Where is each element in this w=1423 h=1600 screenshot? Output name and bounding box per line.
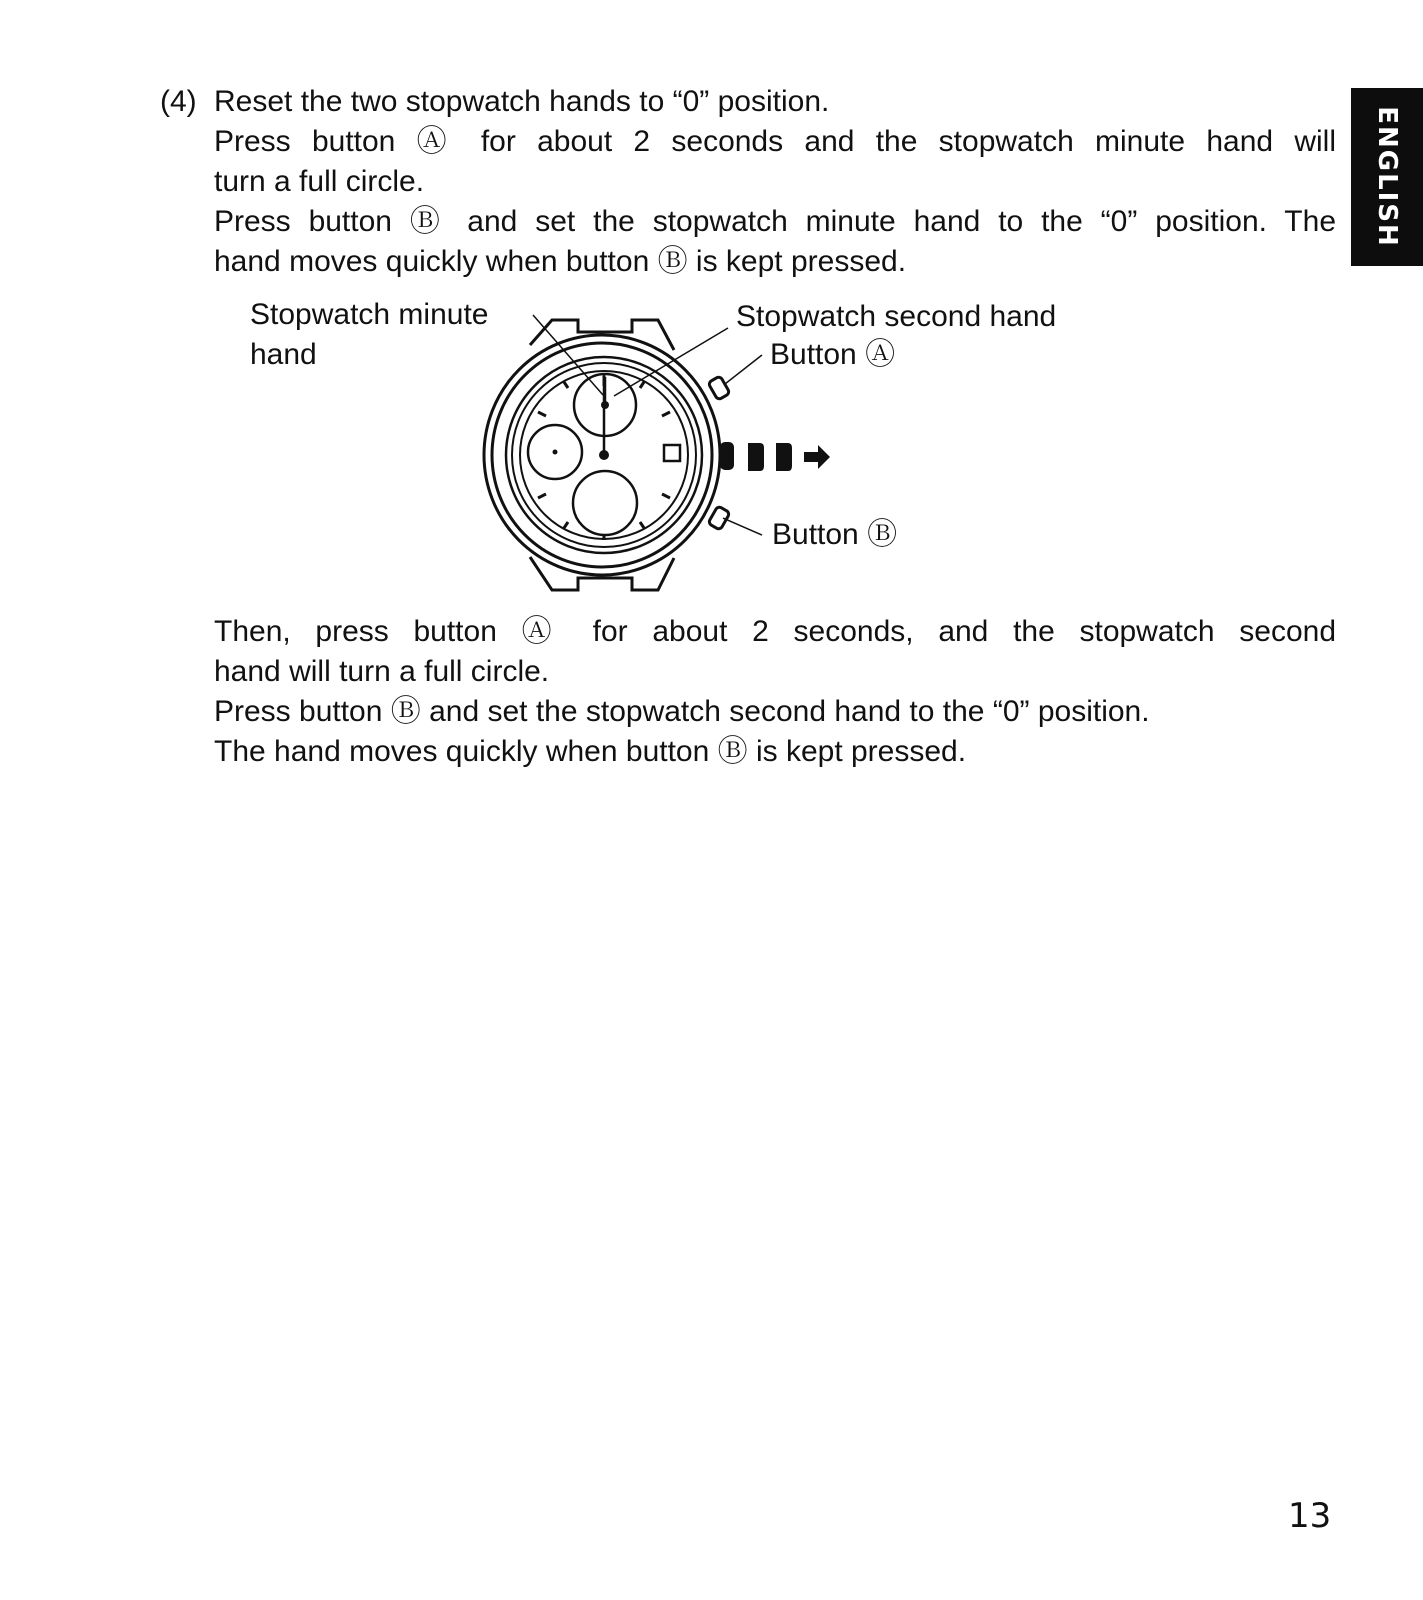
para2-line1: Then, press button Ⓐ for about 2 seconds, and the stopwatch second [214, 615, 1336, 648]
para2-line4: The hand moves quickly when button Ⓑ is kept pressed. [214, 735, 967, 768]
para1-line1: Press button Ⓐ for about 2 seconds and the stopwatch minute hand will [214, 125, 1336, 158]
para1-line2: turn a full circle. [214, 165, 425, 198]
watch-illustration [470, 300, 830, 600]
label-button-a: Button Ⓐ [770, 338, 896, 371]
para2-line3: Press button Ⓑ and set the stopwatch second hand to the “0” position. [214, 695, 1150, 728]
language-tab-label: ENGLISH [1372, 106, 1402, 248]
label-minute-hand-line2: hand [250, 338, 317, 371]
step-heading: Reset the two stopwatch hands to “0” position. [214, 85, 830, 118]
para1-line3: Press button Ⓑ and set the stopwatch minute hand to the “0” position. The [214, 205, 1336, 238]
label-minute-hand-line1: Stopwatch minute [250, 298, 489, 331]
step-number: (4) [160, 85, 197, 118]
label-second-hand: Stopwatch second hand [736, 300, 1057, 333]
para1-line4: hand moves quickly when button Ⓑ is kept pressed. [214, 245, 907, 278]
para2-line2: hand will turn a full circle. [214, 655, 550, 688]
language-tab [1351, 88, 1423, 266]
page-number: 13 [1288, 1496, 1332, 1536]
label-button-b: Button Ⓑ [772, 518, 898, 551]
